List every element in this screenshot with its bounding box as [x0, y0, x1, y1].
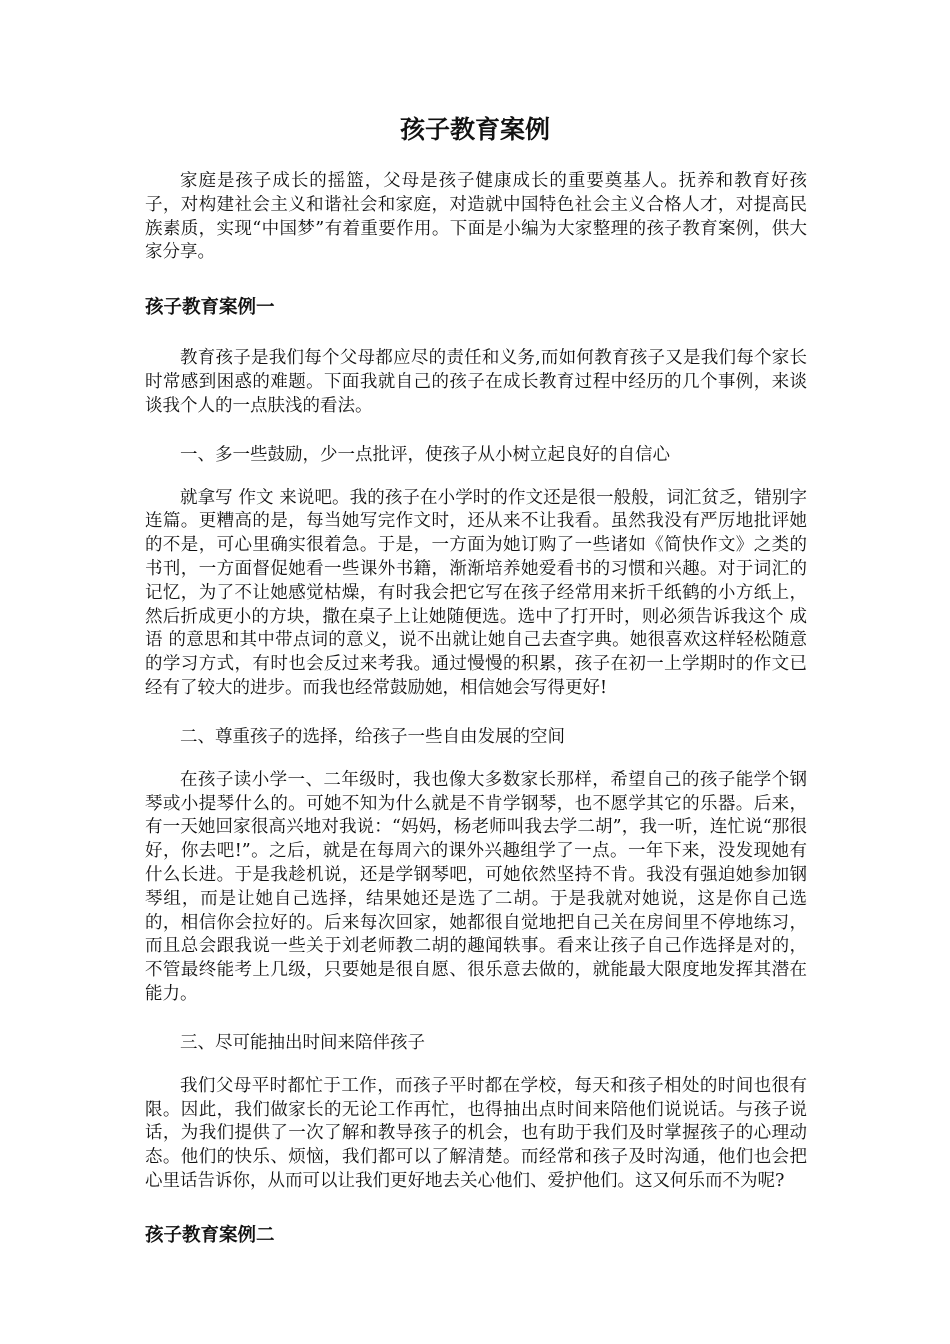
case-two-heading: 孩子教育案例二 — [145, 1224, 275, 1246]
point-three-title: 三、尽可能抽出时间来陪伴孩子 — [180, 1032, 425, 1053]
document-title: 孩子教育案例 — [399, 115, 550, 144]
point-three-paragraph: 我们父母平时都忙于工作，而孩子平时都在学校，每天和孩子相处的时间也很有限。因此，我们做家长的无论工作再忙，也得抽出点时间来陪他们说说话。与孩子说话，为我们提供了一次了解和教导孩子的机会，也有助于我们及时掌握孩子的心理动态。他们的快乐、烦恼，我们都可以了解清楚。而经常和孩子及时沟通，他们也会把心里话告诉你，从而可以让我们更好地去关心他们、爱护他们。这又何乐而不为呢? — [145, 1075, 807, 1191]
point-one-title: 一、多一些鼓励，少一点批评，使孩子从小树立起良好的自信心 — [180, 444, 670, 465]
point-two-paragraph: 在孩子读小学一、二年级时，我也像大多数家长那样，希望自己的孩子能学个钢琴或小提琴什么的。可她不知为什么就是不肯学钢琴，也不愿学其它的乐器。后来，有一天她回家很高兴地对我说：“妈妈，杨老师叫我去学二胡”，我一听，连忙说“那很好，你去吧!”。之后，就是在每周六的课外兴趣组学了一点。一年下来，没发现她有什么长进。于是我趁机说，还是学钢琴吧，可她依然坚持不肯。我没有强迫她参加钢琴组，而是让她自己选择，结果她还是选了二胡。于是我就对她说，这是你自己选的，相信你会拉好的。后来每次回家，她都很自觉地把自己关在房间里不停地练习，而且总会跟我说一些关于刘老师教二胡的趣闻轶事。看来让孩子自己作选择是对的，不管最终能考上几级，只要她是很自愿、很乐意去做的，就能最大限度地发挥其潜在能力。 — [145, 769, 807, 1004]
case-one-heading: 孩子教育案例一 — [145, 297, 275, 319]
point-one-paragraph: 就拿写 作文 来说吧。我的孩子在小学时的作文还是很一般般，词汇贫乏，错别字连篇。更糟高的是，每当她写完作文时，还从来不让我看。虽然我没有严厉地批评她的不是，可心里确实很着急。于是，一方面为她订购了一些诸如《简快作文》之类的书刊，一方面督促她看一些课外书籍，渐渐培养她爱看书的习惯和兴趣。对于词汇的记忆，为了不让她感觉枯燥，有时我会把它写在孩子经常用来折千纸鹤的小方纸上，然后折成更小的方块，撒在桌子上让她随便选。选中了打开时，则必须告诉我这个 成语 的意思和其中带点词的意义，说不出就让她自己去查字典。她很喜欢这样轻松随意的学习方式，有时也会反过来考我。通过慢慢的积累，孩子在初一上学期时的作文已经有了较大的进步。而我也经常鼓励她，相信她会写得更好! — [145, 487, 807, 698]
point-two-title: 二、尊重孩子的选择，给孩子一些自由发展的空间 — [180, 726, 565, 747]
document-body — [145, 170, 807, 1249]
intro-paragraph: 家庭是孩子成长的摇篮，父母是孩子健康成长的重要奠基人。抚养和教育好孩子，对构建社会主义和谐社会和家庭，对造就中国特色社会主义合格人才，对提高民族素质，实现“中国梦”有着重要作用。下面是小编为大家整理的孩子教育案例，供大家分享。 — [145, 171, 807, 263]
case-one-opening-paragraph: 教育孩子是我们每个父母都应尽的责任和义务,而如何教育孩子又是我们每个家长时常感到困惑的难题。下面我就自己的孩子在成长教育过程中经历的几个事例，来谈谈我个人的一点肤浅的看法。 — [145, 348, 807, 416]
